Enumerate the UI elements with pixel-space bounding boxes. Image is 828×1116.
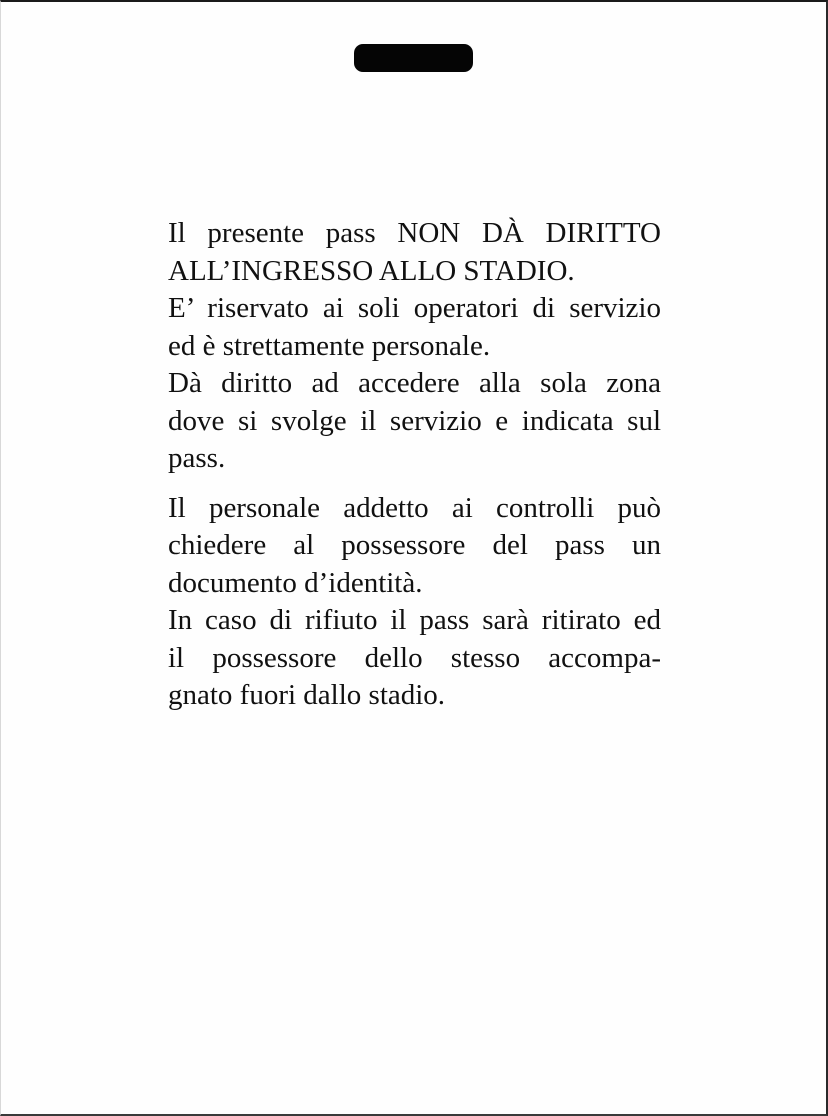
text-line: E’ riservato ai soli operatori di servizio	[168, 292, 661, 324]
identity-check-paragraph	[168, 490, 661, 715]
text-line: Il personale addetto ai controlli può	[168, 491, 661, 524]
text-line: Il presente pass NON DÀ DIRITTO	[168, 217, 661, 249]
text-line: gnato fuori dallo stadio.	[168, 679, 446, 711]
pass-terms-text	[168, 215, 661, 715]
text-line: chiedere al possessore del pass un	[168, 529, 661, 561]
text-line: documento d’identità.	[168, 566, 423, 599]
text-line: dove si svolge il servizio e indicata sul	[168, 404, 661, 437]
text-line: In caso di rifiuto il pass sarà ritirato ed	[168, 604, 661, 636]
text-line: ALL’INGRESSO ALLO STADIO.	[168, 254, 575, 287]
text-line: ed è strettamente personale.	[168, 329, 491, 362]
text-line: il possessore dello stesso accompa-	[168, 641, 661, 674]
text-line: Dà diritto ad accedere alla sola zona	[168, 367, 661, 399]
text-line: pass.	[168, 442, 226, 474]
access-terms-paragraph	[168, 215, 661, 478]
lanyard-slot	[354, 44, 473, 72]
